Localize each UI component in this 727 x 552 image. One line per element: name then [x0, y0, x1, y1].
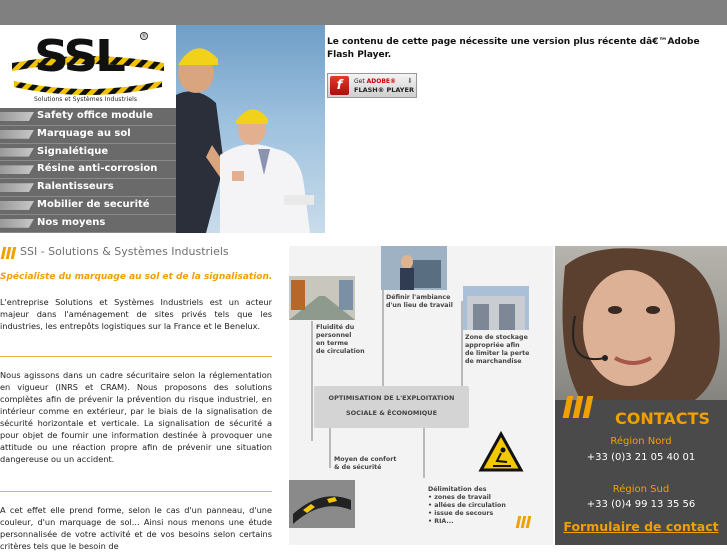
nav-item-mobilier[interactable]	[0, 197, 176, 215]
nav-stripe-icon	[0, 112, 34, 121]
nav-stripe-icon	[0, 201, 34, 210]
paragraph-intro: L'entreprise Solutions et Systèmes Industriels est un acteur majeur dans l'aménagement de sites privés tels que les industries, les entrepôts logistiques sur la France et le Benelux.	[0, 297, 272, 331]
center-line-2: SOCIALE & ÉCONOMIQUE	[345, 409, 438, 417]
paragraph-cadre: Nous agissons dans un cadre sécuritaire selon la réglementation en vigueur (INRS et CRAM). Nous proposons des solutions complètes afin de prévenir la prévention du risque industriel, en intérieur comme en extérieur, par le biais de la signalisation de sécurité horizontale et verticale. La signalisation de sécurité a pour objet de fournir une information destinée à provoquer une attitude ou une réaction propre afin de prévenir une situation dangereuse ou un accident.	[0, 370, 272, 464]
label-delimitation: Délimitation des • zones de travail • allées de circulation • issue de secours • RIA...	[428, 486, 506, 525]
flash-required-message: Le contenu de cette page nécessite une version plus récente dâ€™Adobe Flash Player.	[327, 37, 700, 60]
forklift-worker-photo-icon	[381, 246, 447, 290]
nav-stripe-icon	[0, 130, 34, 139]
optimisation-diagram	[289, 246, 553, 545]
region-sud-label: Région Sud	[612, 484, 670, 495]
paragraph-effet: A cet effet elle prend forme, selon le cas d'un panneau, d'une couleur, d'un marquage de sol... Ainsi nous menons une étude personnalisée de votre activité et de vos besoins selon certains critères tels que le besoin de	[0, 505, 272, 551]
region-nord-phone[interactable]: +33 (0)3 21 05 40 01	[586, 452, 696, 463]
flash-product-label: FLASH® PLAYER	[354, 86, 414, 94]
nav-stripe-icon	[0, 148, 34, 157]
nav-item-label: Signalétique	[37, 145, 109, 157]
label-fluidite: Fluidité du personnel en terme de circulation	[316, 324, 365, 355]
contacts-title: CONTACTS	[615, 409, 710, 428]
flash-icon: f	[330, 76, 349, 95]
separator	[0, 491, 272, 492]
tagline: Spécialiste du marquage au sol et de la signalisation.	[0, 272, 273, 282]
connector-line	[311, 321, 313, 441]
page-title: SSI - Solutions & Systèmes Industriels	[20, 245, 229, 258]
region-nord-label: Région Nord	[610, 436, 672, 447]
logo-subtitle: Solutions et Systèmes Industriels	[34, 96, 138, 103]
region-sud-phone[interactable]: +33 (0)4 99 13 35 56	[586, 499, 696, 510]
connector-line	[329, 428, 331, 468]
label-stockage: Zone de stockage appropriée afin de limiter la perte de marchandise	[465, 334, 530, 365]
connector-line	[423, 428, 425, 478]
nav-item-safety-office[interactable]	[0, 108, 176, 126]
nav-item-resine[interactable]	[0, 161, 176, 179]
top-bar	[0, 0, 727, 25]
nav-stripe-icon	[0, 183, 34, 192]
operator-photo-icon	[555, 246, 727, 406]
storage-building-photo-icon	[463, 286, 529, 330]
nav-item-label: Ralentisseurs	[37, 181, 114, 193]
download-arrow-icon: ⬇	[407, 77, 413, 85]
hero-photo	[176, 25, 325, 233]
nav-item-moyens[interactable]	[0, 215, 176, 233]
contact-form-link[interactable]: Formulaire de contact	[563, 519, 719, 534]
warehouse-aisle-photo-icon	[289, 276, 355, 320]
nav-item-label: Mobilier de securité	[37, 198, 150, 210]
orange-bars-icon	[2, 247, 18, 259]
handshake-photo-icon	[176, 25, 325, 233]
nav-item-signaletique[interactable]	[0, 144, 176, 162]
nav-stripe-icon	[0, 165, 34, 174]
nav-item-label: Marquage au sol	[37, 127, 131, 139]
warning-slippery-sign-icon	[479, 432, 523, 472]
label-ambiance: Définir l'ambiance d'un lieu de travail	[386, 294, 453, 309]
connector-line	[382, 286, 384, 386]
nav-item-label: Résine anti-corrosion	[37, 163, 158, 175]
get-flash-player-button[interactable]	[327, 73, 417, 98]
nav-stripe-icon	[0, 219, 34, 228]
separator	[0, 356, 272, 357]
nav-item-ralentisseurs[interactable]	[0, 179, 176, 197]
center-optimisation-box	[314, 386, 469, 428]
nav-item-label: Nos moyens	[37, 216, 106, 228]
speed-bump-photo-icon	[289, 480, 355, 528]
label-confort: Moyen de confort & de sécurité	[334, 456, 397, 471]
nav-item-marquage[interactable]	[0, 126, 176, 144]
sidebar-nav	[0, 108, 176, 233]
center-line-1: OPTIMISATION DE L'EXPLOITATION	[328, 394, 455, 402]
nav-item-label: Safety office module	[37, 110, 153, 121]
logo-text: SSL	[34, 31, 123, 82]
contacts-panel	[555, 246, 727, 545]
get-label: Get ADOBE®	[354, 78, 397, 85]
orange-bars-icon	[565, 396, 597, 418]
logo[interactable]	[0, 25, 176, 108]
orange-bars-icon	[517, 516, 533, 528]
registered-mark: ®	[141, 33, 147, 40]
